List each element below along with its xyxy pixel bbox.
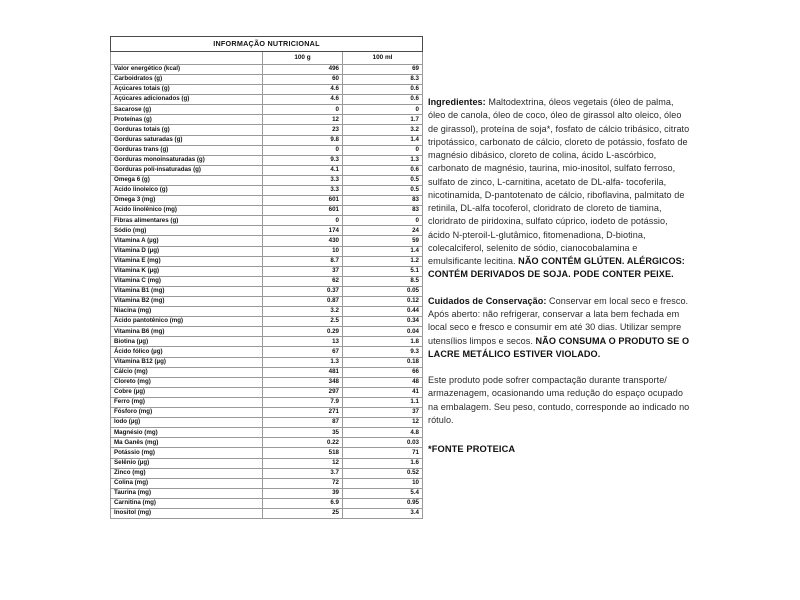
nutrient-name: Vitamina B6 (mg): [111, 327, 263, 337]
value-per-100g: 62: [263, 276, 343, 286]
nutrition-table-body: [111, 64, 423, 518]
nutrient-name: Sódio (mg): [111, 226, 263, 236]
table-title: INFORMAÇÃO NUTRICIONAL: [111, 37, 423, 52]
nutrient-name: Vitamina B12 (µg): [111, 357, 263, 367]
value-per-100g: 2.5: [263, 317, 343, 327]
nutrient-name: Vitamina D (µg): [111, 246, 263, 256]
value-per-100ml: 1.4: [343, 135, 423, 145]
nutrient-name: Gorduras poli-insaturadas (g): [111, 165, 263, 175]
nutrient-name: Carboidratos (g): [111, 74, 263, 84]
value-per-100g: 3.2: [263, 307, 343, 317]
nutrient-name: Ácido pantotênico (mg): [111, 317, 263, 327]
value-per-100ml: 71: [343, 448, 423, 458]
value-per-100g: 4.6: [263, 95, 343, 105]
table-row: [111, 196, 423, 206]
compaction-note: Este produto pode sofrer compactação durante transporte/ armazenagem, ocasionando uma redução do espaço ocupado na embalagem. Seu peso, contudo, corresponde ao indicado no rótulo.: [428, 375, 690, 425]
table-row: [111, 488, 423, 498]
table-row: [111, 428, 423, 438]
value-per-100ml: 1.7: [343, 115, 423, 125]
table-row: [111, 276, 423, 286]
table-column-header-row: [111, 51, 423, 64]
value-per-100ml: 3.2: [343, 125, 423, 135]
table-row: [111, 165, 423, 175]
nutrient-name: Vitamina B1 (mg): [111, 286, 263, 296]
nutrient-name: Taurina (mg): [111, 488, 263, 498]
nutrient-name: Zinco (mg): [111, 468, 263, 478]
table-row: [111, 347, 423, 357]
value-per-100g: 25: [263, 508, 343, 518]
value-per-100ml: 5.1: [343, 266, 423, 276]
table-row: [111, 478, 423, 488]
value-per-100g: 481: [263, 367, 343, 377]
table-row: [111, 297, 423, 307]
ingredients-paragraph: [428, 96, 692, 282]
value-per-100ml: 0.44: [343, 307, 423, 317]
value-per-100ml: 59: [343, 236, 423, 246]
value-per-100g: 348: [263, 377, 343, 387]
value-per-100ml: 10: [343, 478, 423, 488]
table-row: [111, 256, 423, 266]
value-per-100ml: 69: [343, 64, 423, 74]
value-per-100g: 23: [263, 125, 343, 135]
protein-source-footnote: *FONTE PROTEICA: [428, 444, 516, 455]
nutrient-name: Vitamina B2 (mg): [111, 297, 263, 307]
table-row: [111, 508, 423, 518]
table-row: [111, 448, 423, 458]
value-per-100g: 39: [263, 488, 343, 498]
table-row: [111, 115, 423, 125]
value-per-100ml: 0.6: [343, 85, 423, 95]
storage-paragraph: [428, 295, 692, 361]
ingredients-body: Maltodextrina, óleos vegetais (óleo de palma, óleo de canola, óleo de coco, óleo de girassol alto oleico, óleo de girassol), proteína de soja*, fosfato de cálcio tribásico, citrato tripotássico, carbonato de cálcio, cloreto de potássio, fosfato de magnésio dibásico, cloreto de colina, ácido L-ascórbico, carbonato de magnésio, taurina, mio-inositol, sulfato ferroso, sulfato de zinco, L-carnitina, acetato de DL-alfa- tocoferila, nicotinamida, D-pantotenato de cálcio, riboflavina, palmitato de retinila, DL-alfa tocoferol, cloridrato de cloreto de tiamina, cloridrato de piridoxina, sulfato cúprico, iodeto de potássio, ácido N-pteroil-L-glutâmico, fitomenadiona, D-biotina, colecalciferol, selenito de sódio, cianocobalamina e emulsificante lecitina.: [428, 97, 690, 267]
value-per-100ml: 83: [343, 206, 423, 216]
value-per-100g: 0: [263, 145, 343, 155]
nutrient-name: Ômega 3 (mg): [111, 196, 263, 206]
table-row: [111, 438, 423, 448]
storage-body: Conservar em local seco e fresco. Após aberto: não refrigerar, conservar a lata bem fechada em local seco e fresco e consumir em até 30 dias. Utilizar sempre utensílios limpos e secos.: [428, 295, 689, 346]
value-per-100g: 3.3: [263, 185, 343, 195]
value-per-100g: 601: [263, 196, 343, 206]
value-per-100g: 35: [263, 428, 343, 438]
value-per-100g: 7.9: [263, 397, 343, 407]
value-per-100ml: 5.4: [343, 488, 423, 498]
table-row: [111, 266, 423, 276]
value-per-100g: 72: [263, 478, 343, 488]
nutrition-table-head: [111, 37, 423, 65]
value-per-100ml: 0.18: [343, 357, 423, 367]
table-row: [111, 286, 423, 296]
value-per-100ml: 3.4: [343, 508, 423, 518]
value-per-100ml: 1.1: [343, 397, 423, 407]
value-per-100ml: 0.34: [343, 317, 423, 327]
value-per-100g: 9.8: [263, 135, 343, 145]
ingredients-label: Ingredientes:: [428, 97, 486, 107]
value-per-100g: 67: [263, 347, 343, 357]
table-row: [111, 125, 423, 135]
value-per-100g: 518: [263, 448, 343, 458]
value-per-100g: 3.3: [263, 175, 343, 185]
table-row: [111, 216, 423, 226]
value-per-100ml: 37: [343, 408, 423, 418]
value-per-100ml: 0: [343, 145, 423, 155]
value-per-100g: 271: [263, 408, 343, 418]
value-per-100ml: 0.04: [343, 327, 423, 337]
nutrient-name: Ma Ganês (mg): [111, 438, 263, 448]
storage-label: Cuidados de Conservação:: [428, 295, 547, 306]
nutrient-name: Cobre (µg): [111, 387, 263, 397]
value-per-100ml: 0.52: [343, 468, 423, 478]
value-per-100g: 4.6: [263, 85, 343, 95]
value-per-100g: 0: [263, 216, 343, 226]
seal-warning: NÃO CONSUMA O PRODUTO SE O LACRE METÁLICO ESTIVER VIOLADO.: [428, 335, 690, 359]
value-per-100ml: 24: [343, 226, 423, 236]
table-row: [111, 377, 423, 387]
nutrient-name: Fibras alimentares (g): [111, 216, 263, 226]
nutrient-name: Açúcares totais (g): [111, 85, 263, 95]
value-per-100g: 297: [263, 387, 343, 397]
value-per-100g: 496: [263, 64, 343, 74]
value-per-100ml: 48: [343, 377, 423, 387]
table-row: [111, 317, 423, 327]
value-per-100g: 87: [263, 418, 343, 428]
value-per-100g: 174: [263, 226, 343, 236]
value-per-100ml: 66: [343, 367, 423, 377]
table-row: [111, 367, 423, 377]
nutrient-name: Fósforo (mg): [111, 408, 263, 418]
table-row: [111, 236, 423, 246]
table-row: [111, 85, 423, 95]
table-row: [111, 408, 423, 418]
nutrient-name: Potássio (mg): [111, 448, 263, 458]
nutrient-name: Vitamina A (µg): [111, 236, 263, 246]
nutrient-name: Gorduras totais (g): [111, 125, 263, 135]
table-row: [111, 74, 423, 84]
nutrient-name: Carnitina (mg): [111, 498, 263, 508]
value-per-100ml: 1.6: [343, 458, 423, 468]
product-info-panel: [428, 96, 692, 457]
value-per-100ml: 0.95: [343, 498, 423, 508]
nutrient-name: Ácido linoleico (g): [111, 185, 263, 195]
column-header-per-100g: 100 g: [263, 51, 343, 64]
value-per-100ml: 0.6: [343, 95, 423, 105]
table-row: [111, 397, 423, 407]
nutrient-name: Inositol (mg): [111, 508, 263, 518]
value-per-100g: 0.22: [263, 438, 343, 448]
value-per-100g: 0: [263, 105, 343, 115]
value-per-100ml: 1.8: [343, 337, 423, 347]
nutrition-table: [110, 36, 423, 519]
nutrient-name: Biotina (µg): [111, 337, 263, 347]
value-per-100g: 0.37: [263, 286, 343, 296]
value-per-100g: 1.3: [263, 357, 343, 367]
nutrient-name: Vitamina E (mg): [111, 256, 263, 266]
table-row: [111, 226, 423, 236]
table-row: [111, 337, 423, 347]
nutrient-name: Vitamina C (mg): [111, 276, 263, 286]
table-row: [111, 135, 423, 145]
value-per-100ml: 0: [343, 216, 423, 226]
table-row: [111, 458, 423, 468]
nutrient-name: Niacina (mg): [111, 307, 263, 317]
nutrient-name: Vitamina K (µg): [111, 266, 263, 276]
value-per-100ml: 8.3: [343, 74, 423, 84]
nutrient-name: Ômega 6 (g): [111, 175, 263, 185]
value-per-100ml: 1.3: [343, 155, 423, 165]
table-row: [111, 206, 423, 216]
table-row: [111, 498, 423, 508]
value-per-100g: 10: [263, 246, 343, 256]
nutrient-name: Proteínas (g): [111, 115, 263, 125]
nutrient-name: Magnésio (mg): [111, 428, 263, 438]
value-per-100ml: 0.5: [343, 185, 423, 195]
nutrient-name: Ácido linolênico (mg): [111, 206, 263, 216]
value-per-100g: 12: [263, 458, 343, 468]
nutrient-name: Gorduras trans (g): [111, 145, 263, 155]
nutrition-table-panel: [110, 36, 422, 519]
table-row: [111, 175, 423, 185]
value-per-100g: 0.87: [263, 297, 343, 307]
value-per-100g: 430: [263, 236, 343, 246]
table-row: [111, 105, 423, 115]
nutrient-name: Açúcares adicionados (g): [111, 95, 263, 105]
table-row: [111, 418, 423, 428]
nutrient-name: Colina (mg): [111, 478, 263, 488]
value-per-100ml: 1.4: [343, 246, 423, 256]
value-per-100ml: 0: [343, 105, 423, 115]
allergen-warning: NÃO CONTÉM GLÚTEN. ALÉRGICOS: CONTÉM DERIVADOS DE SOJA. PODE CONTER PEIXE.: [428, 256, 685, 280]
value-per-100ml: 9.3: [343, 347, 423, 357]
value-per-100g: 0.29: [263, 327, 343, 337]
value-per-100g: 13: [263, 337, 343, 347]
value-per-100g: 12: [263, 115, 343, 125]
value-per-100g: 60: [263, 74, 343, 84]
table-row: [111, 327, 423, 337]
nutrient-name: Ácido fólico (µg): [111, 347, 263, 357]
nutrient-name: Cloreto (mg): [111, 377, 263, 387]
value-per-100g: 3.7: [263, 468, 343, 478]
table-row: [111, 145, 423, 155]
value-per-100ml: 1.2: [343, 256, 423, 266]
table-row: [111, 387, 423, 397]
value-per-100ml: 4.8: [343, 428, 423, 438]
value-per-100g: 9.3: [263, 155, 343, 165]
nutrient-name: Gorduras monoinsaturadas (g): [111, 155, 263, 165]
nutrient-name: Valor energético (kcal): [111, 64, 263, 74]
value-per-100g: 601: [263, 206, 343, 216]
value-per-100ml: 0.12: [343, 297, 423, 307]
value-per-100ml: 8.5: [343, 276, 423, 286]
value-per-100ml: 83: [343, 196, 423, 206]
table-row: [111, 95, 423, 105]
nutrient-name: Selênio (µg): [111, 458, 263, 468]
value-per-100g: 37: [263, 266, 343, 276]
table-title-row: [111, 37, 423, 52]
value-per-100g: 8.7: [263, 256, 343, 266]
column-header-nutrient: [111, 51, 263, 64]
table-row: [111, 185, 423, 195]
value-per-100g: 4.1: [263, 165, 343, 175]
value-per-100ml: 0.03: [343, 438, 423, 448]
nutrient-name: Gorduras saturadas (g): [111, 135, 263, 145]
table-row: [111, 246, 423, 256]
table-row: [111, 155, 423, 165]
nutrient-name: Cálcio (mg): [111, 367, 263, 377]
value-per-100ml: 0.6: [343, 165, 423, 175]
value-per-100ml: 0.05: [343, 286, 423, 296]
value-per-100ml: 12: [343, 418, 423, 428]
nutrient-name: Sacarose (g): [111, 105, 263, 115]
table-row: [111, 468, 423, 478]
nutrient-name: Iodo (µg): [111, 418, 263, 428]
table-row: [111, 357, 423, 367]
nutrient-name: Ferro (mg): [111, 397, 263, 407]
value-per-100ml: 0.5: [343, 175, 423, 185]
column-header-per-100ml: 100 ml: [343, 51, 423, 64]
table-row: [111, 64, 423, 74]
value-per-100g: 6.9: [263, 498, 343, 508]
table-row: [111, 307, 423, 317]
value-per-100ml: 41: [343, 387, 423, 397]
